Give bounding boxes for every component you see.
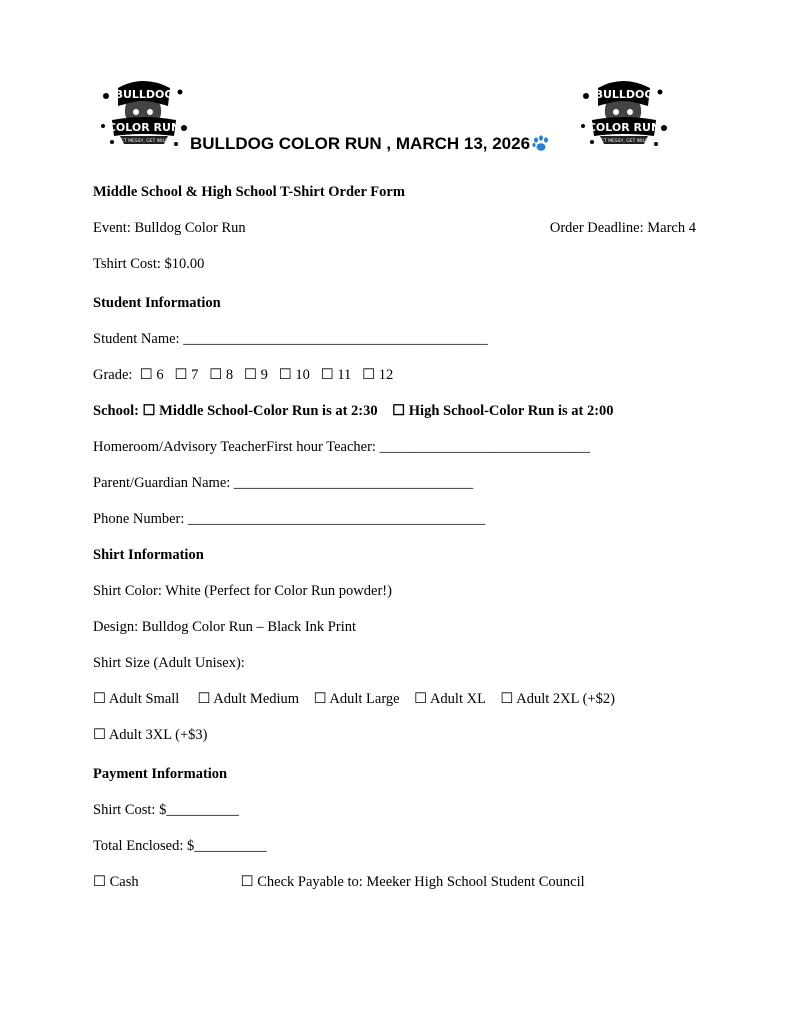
parent-label: Parent/Guardian Name: — [93, 475, 231, 491]
svg-text:GET MESSY, GET WILD!: GET MESSY, GET WILD! — [597, 139, 651, 144]
svg-text:BULLDOG: BULLDOG — [114, 88, 174, 101]
checkbox[interactable]: ☐ — [243, 367, 257, 383]
checkbox[interactable]: ☐ — [197, 691, 211, 707]
tshirt-cost: Tshirt Cost: $10.00 — [93, 256, 205, 272]
size-option-medium[interactable]: ☐ Adult Medium — [197, 691, 300, 707]
grade-option-6[interactable]: ☐ 6 — [139, 367, 164, 383]
total-enclosed-label: Total Enclosed: $ — [93, 838, 195, 854]
form-heading: Middle School & High School T-Shirt Order Form — [93, 184, 405, 200]
grade-option-8[interactable]: ☐ 8 — [209, 367, 234, 383]
school-option-high[interactable]: ☐ High School-Color Run is at 2:00 — [392, 403, 614, 419]
teacher-label: Homeroom/Advisory TeacherFirst hour Teacher: — [93, 439, 376, 455]
student-name-label: Student Name: — [93, 331, 180, 347]
payment-information-heading: Payment Information — [93, 766, 228, 782]
bulldog-color-run-logo — [578, 76, 668, 150]
grade-option-7[interactable]: ☐ 7 — [174, 367, 199, 383]
shirt-cost-row — [93, 801, 239, 819]
grade-option-11[interactable]: ☐ 11 — [320, 367, 352, 383]
checkbox[interactable]: ☐ — [142, 403, 156, 419]
shirt-size-row — [93, 690, 615, 708]
checkbox[interactable]: ☐ — [414, 691, 428, 707]
shirt-information-heading: Shirt Information — [93, 547, 204, 563]
payment-option-cash[interactable]: ☐ Cash — [93, 874, 139, 890]
parent-field[interactable]: _________________________________ — [233, 475, 474, 491]
checkbox[interactable]: ☐ — [139, 367, 153, 383]
order-deadline: Order Deadline: March 4 — [549, 220, 696, 236]
size-option-2xl[interactable]: ☐ Adult 2XL (+$2) — [500, 691, 615, 707]
svg-text:GET MESSY, GET WILD!: GET MESSY, GET WILD! — [117, 139, 171, 144]
checkbox[interactable]: ☐ — [320, 367, 334, 383]
student-name-row — [93, 330, 488, 348]
page-title — [190, 134, 551, 154]
shirt-cost-field[interactable]: __________ — [166, 802, 239, 818]
school-row — [93, 402, 614, 420]
svg-text:BULLDOG: BULLDOG — [594, 88, 654, 101]
phone-row — [93, 510, 485, 528]
shirt-cost-label: Shirt Cost: $ — [93, 802, 167, 818]
svg-text:COLOR RUN: COLOR RUN — [107, 121, 181, 134]
shirt-color: Shirt Color: White (Perfect for Color Run powder!) — [93, 583, 392, 599]
grade-row — [93, 366, 393, 384]
size-option-xl[interactable]: ☐ Adult XL — [414, 691, 486, 707]
checkbox[interactable]: ☐ — [278, 367, 292, 383]
checkbox[interactable]: ☐ — [392, 403, 406, 419]
parent-row — [93, 474, 473, 492]
checkbox[interactable]: ☐ — [209, 367, 223, 383]
design: Design: Bulldog Color Run – Black Ink Print — [93, 619, 357, 635]
grade-option-10[interactable]: ☐ 10 — [278, 367, 310, 383]
size-option-small[interactable]: ☐ Adult Small — [93, 691, 180, 707]
school-label: School: — [93, 403, 139, 419]
shirt-size-label: Shirt Size (Adult Unisex): — [93, 655, 245, 671]
checkbox[interactable]: ☐ — [93, 691, 106, 707]
total-enclosed-row — [93, 837, 267, 855]
school-option-middle[interactable]: ☐ Middle School-Color Run is at 2:30 — [142, 403, 378, 419]
student-name-field[interactable]: __________________________________________ — [183, 331, 488, 347]
size-option-3xl[interactable]: ☐ Adult 3XL (+$3) — [93, 727, 208, 743]
checkbox[interactable]: ☐ — [362, 367, 376, 383]
phone-label: Phone Number: — [93, 511, 185, 527]
event-label: Event: Bulldog Color Run — [93, 220, 246, 236]
teacher-row — [93, 438, 590, 456]
payment-method-row — [93, 873, 585, 891]
grade-option-12[interactable]: ☐ 12 — [362, 367, 394, 383]
total-enclosed-field[interactable]: __________ — [194, 838, 267, 854]
checkbox[interactable]: ☐ — [313, 691, 327, 707]
svg-text:COLOR RUN: COLOR RUN — [587, 121, 661, 134]
checkbox[interactable]: ☐ — [500, 691, 514, 707]
phone-field[interactable]: _________________________________________ — [188, 511, 486, 527]
checkbox[interactable]: ☐ — [93, 727, 106, 743]
grade-option-9[interactable]: ☐ 9 — [243, 367, 268, 383]
bulldog-color-run-logo — [98, 76, 188, 150]
checkbox[interactable]: ☐ — [240, 874, 254, 890]
student-information-heading: Student Information — [93, 295, 221, 311]
paw-print-icon — [531, 135, 551, 153]
checkbox[interactable]: ☐ — [93, 874, 106, 890]
teacher-field[interactable]: _____________________________ — [379, 439, 590, 455]
checkbox[interactable]: ☐ — [174, 367, 188, 383]
shirt-size-row-2 — [93, 726, 207, 744]
payment-option-check[interactable]: ☐ Check Payable to: Meeker High School Student Council — [240, 874, 585, 890]
grade-label: Grade: — [93, 367, 133, 383]
title-text: BULLDOG COLOR RUN , MARCH 13, 2026 — [190, 134, 531, 153]
size-option-large[interactable]: ☐ Adult Large — [313, 691, 400, 707]
